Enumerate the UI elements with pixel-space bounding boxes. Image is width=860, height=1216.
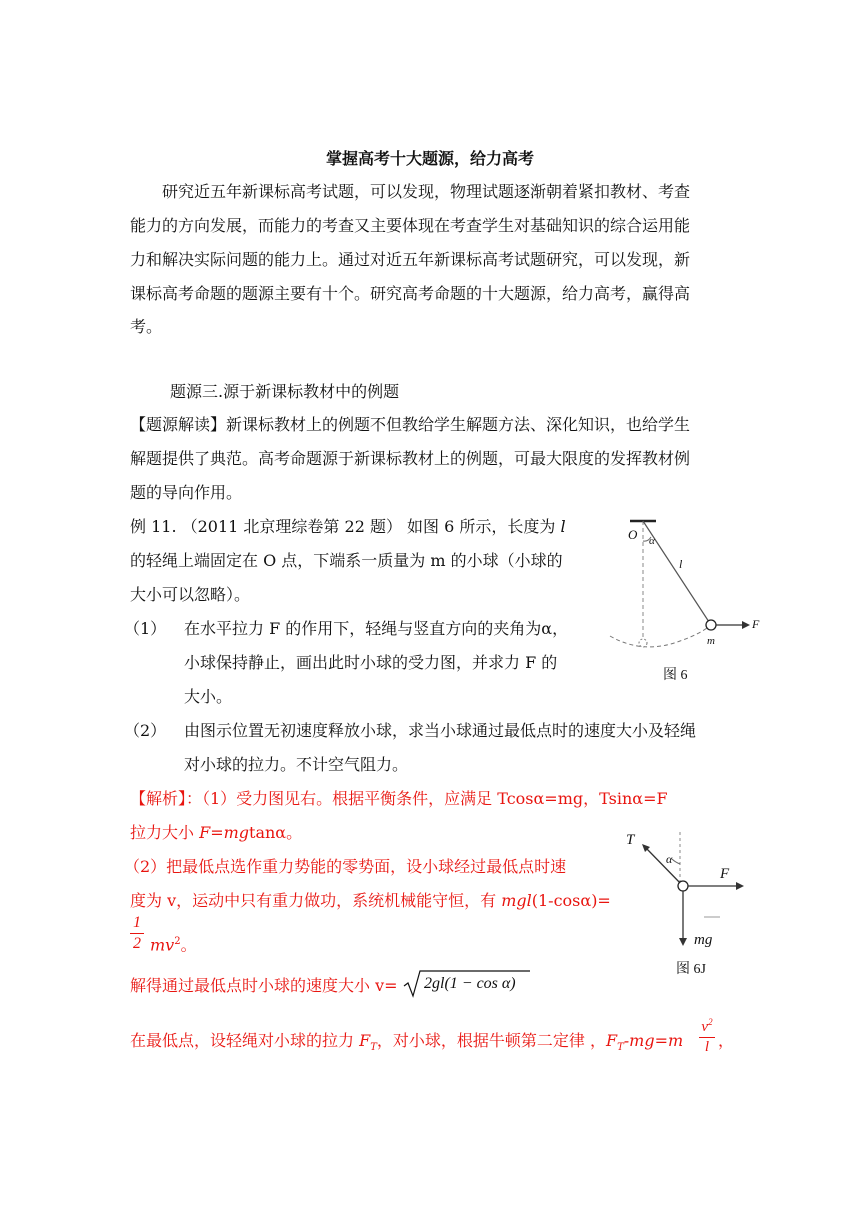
example-line-1: 例 11. （2011 北京理综卷第 22 题） 如图 6 所示，长度为 l (130, 517, 566, 536)
solution-line-6: 解得通过最低点时小球的速度大小 v= (130, 976, 398, 995)
figure-6J-label-mg: mg (694, 932, 713, 948)
figure-6-label-O: O (628, 527, 638, 542)
figure-6-label-alpha: α (649, 535, 655, 547)
velocity-sqrt-content: 2gl(1 − cos α) (424, 975, 516, 992)
v-squared-denominator: l (704, 1039, 710, 1055)
example-line-2: 的轻绳上端固定在 O 点，下端系一质量为 m 的小球（小球的 (130, 551, 563, 570)
reading-line-3: 题的导向作用。 (130, 483, 243, 502)
solution-line-4: 度为 v，运动中只有重力做功，系统机械能守恒，有 mgl(1-cosα)= (130, 891, 611, 910)
question-1-line-3: 大小。 (184, 687, 233, 706)
question-2-number: （2） (124, 721, 167, 740)
question-2-line-2: 对小球的拉力。不计空气阻力。 (184, 755, 409, 774)
intro-line-4: 课标高考命题的题源主要有十个。研究高考命题的十大题源，给力高考，赢得高 (130, 284, 691, 303)
figure-6-label-m: m (707, 635, 715, 647)
intro-line-2: 能力的方向发展，而能力的考查又主要体现在考查学生对基础知识的综合运用能 (130, 216, 691, 235)
half-fraction (130, 914, 144, 953)
question-1-number: （1） (124, 619, 167, 638)
solution-line-1: 【解析】：（1）受力图见右。根据平衡条件，应满足 Tcosα=mg，Tsinα=F (130, 789, 668, 808)
question-1-line-1: 在水平拉力 F 的作用下，轻绳与竖直方向的夹角为α， (184, 619, 569, 638)
solution-line-3: （2）把最低点选作重力势能的零势面，设小球经过最低点时速 (124, 857, 567, 876)
question-1-line-2: 小球保持静止，画出此时小球的受力图，并求力 F 的 (184, 653, 558, 672)
figure-6J-label-T: T (626, 832, 635, 848)
question-2-line-1: 由图示位置无初速度释放小球，求当小球通过最低点时的速度大小及轻绳 (184, 721, 697, 740)
figure-6J-label-alpha: α (666, 852, 673, 866)
figure-6J-caption: 图 6J (676, 962, 706, 977)
figure-6-label-F: F (752, 617, 760, 631)
figure-6-diagram (600, 513, 770, 663)
force-diagram-icon (620, 828, 750, 953)
half-fraction-numerator: 1 (133, 914, 141, 931)
intro-line-5: 考。 (130, 317, 163, 336)
reading-line-1: 【题源解读】新课标教材上的例题不但教给学生解题方法、深化知识，也给学生 (130, 415, 691, 434)
intro-line-1: 研究近五年新课标高考试题，可以发现，物理试题逐渐朝着紧扣教材、考查 (162, 182, 691, 201)
solution-line-7: 在最低点，设轻绳对小球的拉力 $F_T$，对小球，根据牛顿第二定律 ，$F_T-mg=m$ (130, 1031, 684, 1054)
figure-6J-diagram (620, 828, 750, 953)
example-line-3: 大小可以忽略）。 (130, 585, 251, 604)
reading-line-2: 解题提供了典范。高考命题源于新课标教材上的例题，可最大限度的发挥教材例 (130, 449, 691, 468)
solution-line-2: 拉力大小 F=mgtanα。 (130, 823, 303, 842)
figure-6-label-l: l (679, 557, 683, 571)
figure-6-caption: 图 6 (663, 668, 688, 683)
pendulum-icon (600, 513, 770, 663)
intro-line-3: 力和解决实际问题的能力上。通过对近五年新课标高考试题研究，可以发现，新 (130, 250, 691, 269)
figure-6J-label-F: F (720, 866, 730, 882)
solution-line-5: $mv^2$。 (150, 935, 197, 955)
solution-line-7-end: ， (718, 1031, 735, 1050)
page-title: 掌握高考十大题源，给力高考 (325, 149, 534, 168)
v-squared-over-l (699, 1014, 715, 1056)
section-heading: 题源三.源于新课标教材中的例题 (170, 382, 400, 401)
half-fraction-denominator: 2 (133, 935, 141, 952)
v-squared-numerator: $v^2$ (701, 1017, 713, 1035)
